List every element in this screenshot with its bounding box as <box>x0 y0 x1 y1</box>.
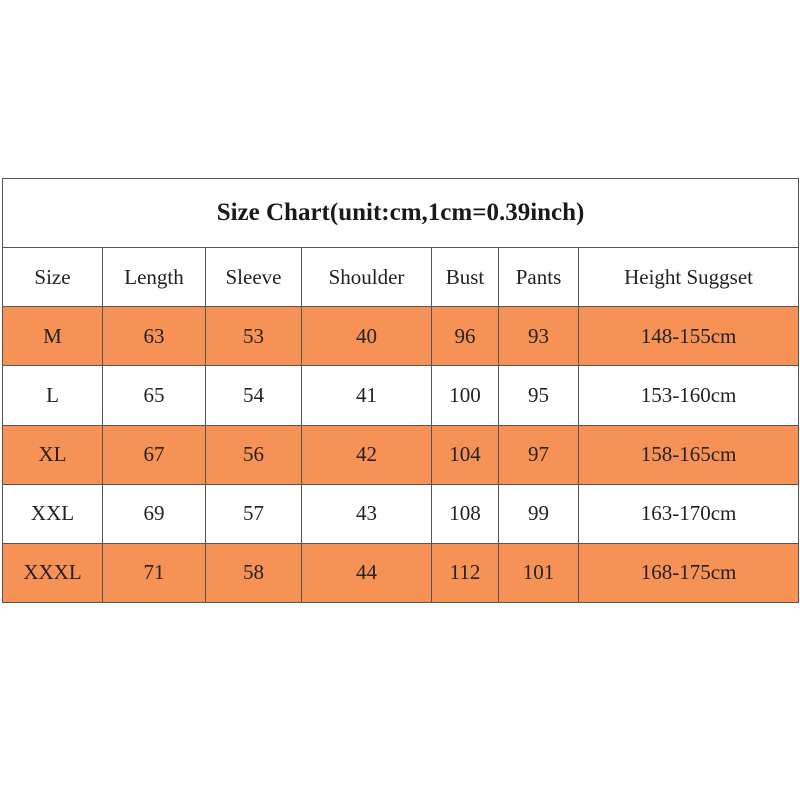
bust-cell: 100 <box>432 366 499 425</box>
length-cell: 63 <box>103 307 206 366</box>
shoulder-cell: 43 <box>302 484 432 543</box>
length-cell: 65 <box>103 366 206 425</box>
sleeve-cell: 53 <box>206 307 302 366</box>
size-cell: XXXL <box>3 543 103 602</box>
height-cell: 148-155cm <box>579 307 799 366</box>
height-cell: 158-165cm <box>579 425 799 484</box>
pants-cell: 101 <box>499 543 579 602</box>
sleeve-cell: 54 <box>206 366 302 425</box>
size-cell: XXL <box>3 484 103 543</box>
bust-cell: 96 <box>432 307 499 366</box>
table-row <box>3 307 799 366</box>
table-row <box>3 366 799 425</box>
column-header-length: Length <box>103 248 206 307</box>
length-cell: 69 <box>103 484 206 543</box>
height-cell: 163-170cm <box>579 484 799 543</box>
sleeve-cell: 56 <box>206 425 302 484</box>
column-header-size: Size <box>3 248 103 307</box>
sleeve-cell: 57 <box>206 484 302 543</box>
sleeve-cell: 58 <box>206 543 302 602</box>
size-chart-table <box>2 178 799 603</box>
shoulder-cell: 44 <box>302 543 432 602</box>
pants-cell: 97 <box>499 425 579 484</box>
column-header-bust: Bust <box>432 248 499 307</box>
shoulder-cell: 42 <box>302 425 432 484</box>
pants-cell: 93 <box>499 307 579 366</box>
pants-cell: 95 <box>499 366 579 425</box>
size-cell: XL <box>3 425 103 484</box>
length-cell: 67 <box>103 425 206 484</box>
table-row <box>3 425 799 484</box>
column-header-height: Height Suggset <box>579 248 799 307</box>
shoulder-cell: 41 <box>302 366 432 425</box>
column-header-shoulder: Shoulder <box>302 248 432 307</box>
bust-cell: 112 <box>432 543 499 602</box>
height-cell: 153-160cm <box>579 366 799 425</box>
column-header-sleeve: Sleeve <box>206 248 302 307</box>
chart-title: Size Chart(unit:cm,1cm=0.39inch) <box>3 179 799 248</box>
shoulder-cell: 40 <box>302 307 432 366</box>
size-cell: M <box>3 307 103 366</box>
size-cell: L <box>3 366 103 425</box>
pants-cell: 99 <box>499 484 579 543</box>
bust-cell: 108 <box>432 484 499 543</box>
table-row <box>3 484 799 543</box>
bust-cell: 104 <box>432 425 499 484</box>
length-cell: 71 <box>103 543 206 602</box>
column-header-pants: Pants <box>499 248 579 307</box>
header-row <box>3 248 799 307</box>
title-row <box>3 179 799 248</box>
height-cell: 168-175cm <box>579 543 799 602</box>
table-row <box>3 543 799 602</box>
